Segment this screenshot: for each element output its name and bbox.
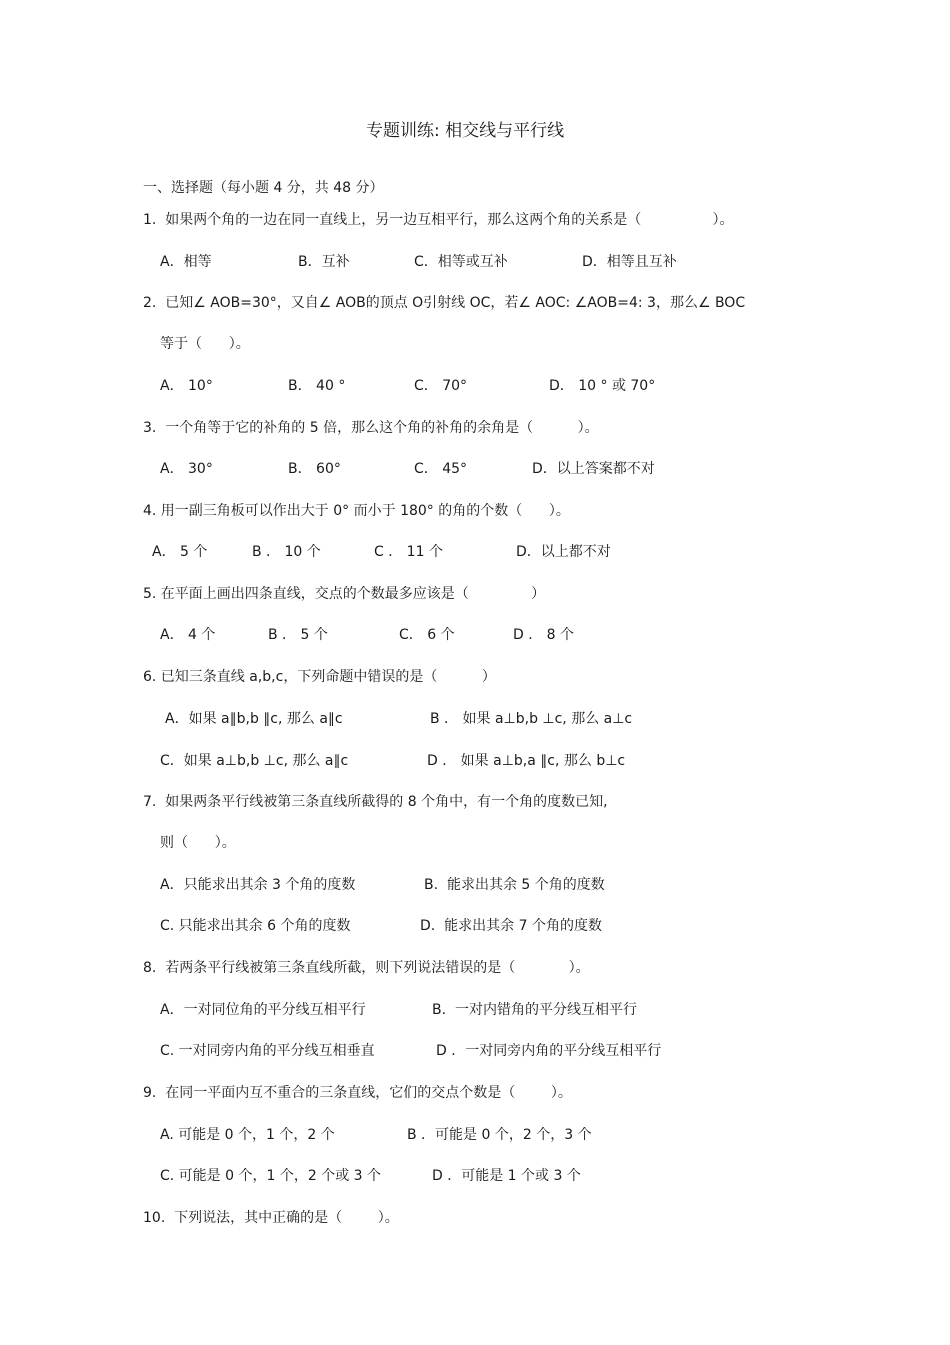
question-7-stem: 7. 如果两条平行线被第三条直线所截得的 8 个角中，有一个角的度数已知,: [143, 794, 608, 810]
question-2-stem-cont: 等于（ ）。: [160, 336, 250, 352]
question-4-stem: 4. 用一副三角板可以作出大于 0° 而小于 180° 的角的个数（ ）。: [143, 503, 570, 519]
question-8-stem: 8. 若两条平行线被第三条直线所截，则下列说法错误的是（ ）。: [143, 960, 590, 976]
question-8-option-a: A．一对同位角的平分线互相平行: [160, 1002, 366, 1018]
question-2-option-b: B． 40 °: [288, 378, 346, 394]
question-8-option-d: D ．一对同旁内角的平分线互相平行: [436, 1043, 662, 1059]
question-6-option-a: A．如果 a∥b,b ∥c, 那么 a∥c: [165, 711, 343, 727]
question-1-option-c: C．相等或互补: [414, 254, 508, 270]
question-6-stem: 6. 已知三条直线 a,b,c，下列命题中错误的是（ ）: [143, 669, 496, 685]
question-4-option-b: B ． 10 个: [252, 544, 321, 560]
question-4-option-a: A． 5 个: [152, 544, 208, 560]
question-5-option-c: C． 6 个: [399, 627, 455, 643]
question-3-option-b: B． 60°: [288, 461, 341, 477]
question-6-option-d: D ． 如果 a⊥b,a ∥c, 那么 b⊥c: [427, 753, 626, 769]
question-6-option-c: C．如果 a⊥b,b ⊥c, 那么 a∥c: [160, 753, 349, 769]
question-3-option-a: A． 30°: [160, 461, 213, 477]
question-7-option-d: D. 能求出其余 7 个角的度数: [420, 918, 602, 934]
question-6-option-b: B ． 如果 a⊥b,b ⊥c, 那么 a⊥c: [430, 711, 633, 727]
question-7-stem-cont: 则（ ）。: [160, 835, 236, 851]
question-3-option-c: C． 45°: [414, 461, 468, 477]
question-2-stem: 2. 已知∠ AOB=30°，又自∠ AOB的顶点 O引射线 OC，若∠ AOC: ∠AOB=4: 3，那么∠ BOC: [143, 295, 746, 311]
question-4-option-c: C ． 11 个: [374, 544, 443, 560]
question-10-stem: 10. 下列说法，其中正确的是（ ）。: [143, 1210, 399, 1226]
question-7-option-c: C. 只能求出其余 6 个角的度数: [160, 918, 351, 934]
question-9-option-b: B ．可能是 0 个，2 个，3 个: [407, 1127, 592, 1143]
question-1-option-b: B．互补: [298, 254, 350, 270]
question-7-option-a: A．只能求出其余 3 个角的度数: [160, 877, 356, 893]
question-9-option-d: D ．可能是 1 个或 3 个: [432, 1168, 581, 1184]
question-2-option-c: C． 70°: [414, 378, 468, 394]
question-5-option-d: D ． 8 个: [513, 627, 575, 643]
question-7-option-b: B. 能求出其余 5 个角的度数: [424, 877, 605, 893]
question-2-option-a: A． 10°: [160, 378, 213, 394]
question-8-option-b: B. 一对内错角的平分线互相平行: [432, 1002, 637, 1018]
question-9-option-c: C. 可能是 0 个，1 个，2 个或 3 个: [160, 1168, 382, 1184]
question-8-option-c: C. 一对同旁内角的平分线互相垂直: [160, 1043, 375, 1059]
question-5-option-b: B ． 5 个: [268, 627, 328, 643]
question-9-stem: 9. 在同一平面内互不重合的三条直线，它们的交点个数是（ ）。: [143, 1085, 572, 1101]
question-2-option-d: D． 10 ° 或 70°: [549, 378, 656, 394]
question-1-option-d: D．相等且互补: [582, 254, 677, 270]
question-5-stem: 5. 在平面上画出四条直线，交点的个数最多应该是（ ）: [143, 586, 546, 602]
page-title: 专题训练: 相交线与平行线: [366, 121, 565, 141]
question-3-option-d: D．以上答案都不对: [532, 461, 655, 477]
question-9-option-a: A. 可能是 0 个，1 个，2 个: [160, 1127, 335, 1143]
question-4-option-d: D．以上都不对: [516, 544, 611, 560]
question-3-stem: 3. 一个角等于它的补角的 5 倍，那么这个角的补角的余角是（ ）。: [143, 420, 599, 436]
question-1-option-a: A．相等: [160, 254, 212, 270]
question-5-option-a: A． 4 个: [160, 627, 216, 643]
question-1-stem: 1. 如果两个角的一边在同一直线上，另一边互相平行，那么这两个角的关系是（ ）。: [143, 212, 734, 228]
section-heading: 一、选择题（每小题 4 分，共 48 分）: [143, 180, 384, 196]
